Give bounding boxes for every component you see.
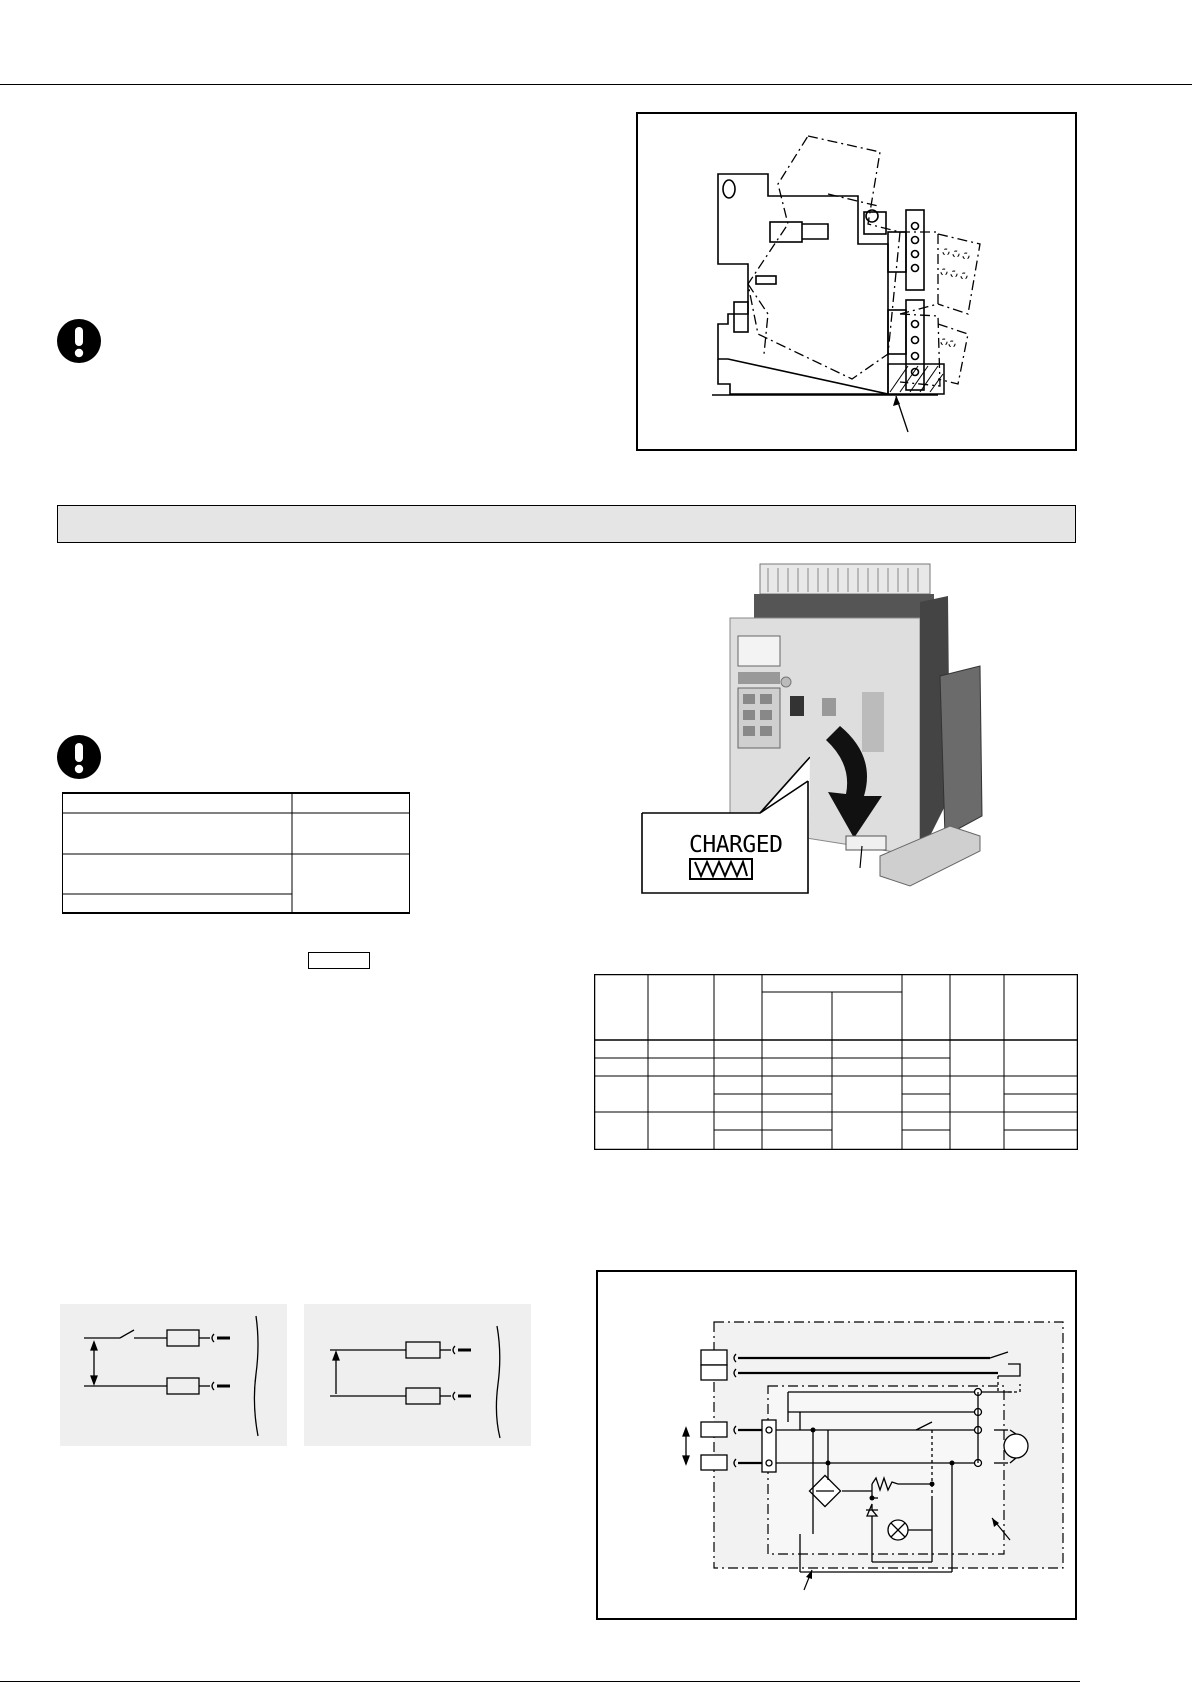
header-rule [0, 84, 1192, 85]
charged-label: CHARGED [689, 832, 783, 858]
circuit-panel-a [60, 1304, 287, 1446]
rating-table [594, 974, 1078, 1150]
control-circuit-diagram [598, 1272, 1075, 1618]
exclamation-circle-icon [56, 318, 102, 364]
mounting-drawing-figure [636, 112, 1077, 451]
breaker-outline-drawing [638, 114, 1075, 449]
section-heading-bar [57, 505, 1076, 543]
charged-callout [640, 745, 810, 905]
compressed-spring-icon [689, 858, 753, 880]
inline-reference-box [308, 952, 370, 969]
wiring-diagram-figure [596, 1270, 1077, 1620]
circuit-panel-b [304, 1304, 531, 1446]
exclamation-circle-icon [56, 734, 102, 780]
spec-table [62, 792, 410, 914]
switch-circuit-diagram [60, 1304, 287, 1446]
voltage-circuit-diagram [304, 1304, 531, 1446]
footer-rule [0, 1681, 1080, 1682]
